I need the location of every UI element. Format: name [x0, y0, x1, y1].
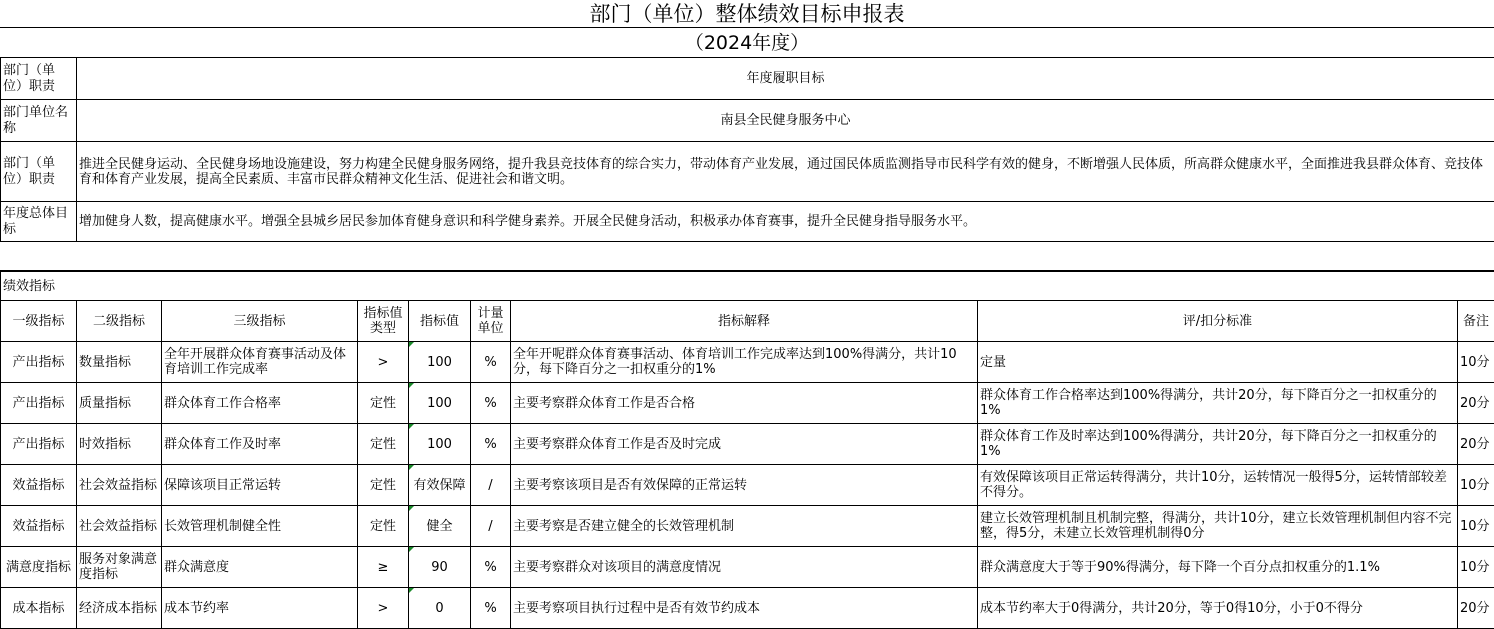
- spacer-row: [0, 241, 1494, 271]
- info-value[interactable]: 推进全民健身运动、全民健身场地设施建设，努力构建全民健身服务网络，提升我县竞技体育的综合实力，带动体育产业发展，通过国民体质监测指导市民科学有效的健身，不断增强人民体质，所高群众健康水平，全面推进我县群众体育、竞技体育和体育产业发展，提高全民素质、丰富市民群众精神文化生活、促进社会和谐文明。: [77, 142, 1494, 202]
- explanation-cell[interactable]: 全年开呢群众体育赛事活动、体育培训工作完成率达到100%得满分，共计10分，每下降百分之一扣权重分的1%: [511, 342, 978, 383]
- value-type-cell[interactable]: 定性: [358, 506, 409, 547]
- explanation-cell[interactable]: 主要考察群众体育工作是否合格: [511, 383, 978, 424]
- info-value[interactable]: 南县全民健身服务中心: [77, 100, 1494, 142]
- unit-cell[interactable]: /: [471, 506, 511, 547]
- level3-cell[interactable]: 成本节约率: [162, 588, 358, 629]
- level1-cell[interactable]: 产出指标: [1, 342, 77, 383]
- level1-cell[interactable]: 效益指标: [1, 465, 77, 506]
- header-cell[interactable]: 备注: [1458, 301, 1494, 342]
- value-type-cell[interactable]: 定性: [358, 383, 409, 424]
- remark-cell[interactable]: 20分: [1458, 383, 1494, 424]
- scoring-cell[interactable]: 群众满意度大于等于90%得满分，每下降一个百分点扣权重分的1.1%: [978, 547, 1458, 588]
- header-cell[interactable]: 计量单位: [471, 301, 511, 342]
- level3-cell[interactable]: 保障该项目正常运转: [162, 465, 358, 506]
- level3-cell[interactable]: 全年开展群众体育赛事活动及体育培训工作完成率: [162, 342, 358, 383]
- remark-cell[interactable]: 10分: [1458, 547, 1494, 588]
- value-cell[interactable]: 100: [409, 342, 471, 383]
- table-row: [1, 588, 1494, 629]
- explanation-cell[interactable]: 主要考察是否建立健全的长效管理机制: [511, 506, 978, 547]
- info-row: [1, 142, 1494, 202]
- level2-cell[interactable]: 质量指标: [77, 383, 162, 424]
- explanation-cell[interactable]: 主要考察群众体育工作是否及时完成: [511, 424, 978, 465]
- level3-cell[interactable]: 长效管理机制健全性: [162, 506, 358, 547]
- table-row: [1, 342, 1494, 383]
- table-row: [1, 465, 1494, 506]
- header-cell[interactable]: 二级指标: [77, 301, 162, 342]
- value-type-cell[interactable]: >: [358, 342, 409, 383]
- level2-cell[interactable]: 数量指标: [77, 342, 162, 383]
- level3-cell[interactable]: 群众体育工作合格率: [162, 383, 358, 424]
- info-row: [1, 202, 1494, 242]
- info-label[interactable]: 年度总体目标: [1, 202, 77, 242]
- performance-section-row: [1, 272, 1494, 301]
- level1-cell[interactable]: 产出指标: [1, 383, 77, 424]
- remark-cell[interactable]: 10分: [1458, 342, 1494, 383]
- value-cell[interactable]: 90: [409, 547, 471, 588]
- remark-cell[interactable]: 10分: [1458, 506, 1494, 547]
- info-table: [0, 57, 1494, 242]
- value-type-cell[interactable]: ≥: [358, 547, 409, 588]
- value-type-cell[interactable]: 定性: [358, 465, 409, 506]
- info-row: [1, 58, 1494, 100]
- unit-cell[interactable]: %: [471, 547, 511, 588]
- unit-cell[interactable]: %: [471, 424, 511, 465]
- page-subtitle: （2024年度）: [684, 32, 810, 54]
- info-label[interactable]: 部门（单位）职责: [1, 142, 77, 202]
- scoring-cell[interactable]: 定量: [978, 342, 1458, 383]
- level1-cell[interactable]: 产出指标: [1, 424, 77, 465]
- unit-cell[interactable]: %: [471, 383, 511, 424]
- value-cell[interactable]: 100: [409, 383, 471, 424]
- value-type-cell[interactable]: >: [358, 588, 409, 629]
- value-cell[interactable]: 0: [409, 588, 471, 629]
- table-row: [1, 424, 1494, 465]
- level2-cell[interactable]: 社会效益指标: [77, 465, 162, 506]
- scoring-cell[interactable]: 成本节约率大于0得满分，共计20分，等于0得10分，小于0不得分: [978, 588, 1458, 629]
- level1-cell[interactable]: 成本指标: [1, 588, 77, 629]
- scoring-cell[interactable]: 有效保障该项目正常运转得满分，共计10分，运转情况一般得5分，运转情部较差不得分。: [978, 465, 1458, 506]
- level3-cell[interactable]: 群众体育工作及时率: [162, 424, 358, 465]
- header-cell[interactable]: 三级指标: [162, 301, 358, 342]
- explanation-cell[interactable]: 主要考察该项目是否有效保障的正常运转: [511, 465, 978, 506]
- table-row: [1, 383, 1494, 424]
- header-cell[interactable]: 指标值: [409, 301, 471, 342]
- remark-cell[interactable]: 20分: [1458, 588, 1494, 629]
- unit-cell[interactable]: %: [471, 588, 511, 629]
- level1-cell[interactable]: 效益指标: [1, 506, 77, 547]
- level2-cell[interactable]: 服务对象满意度指标: [77, 547, 162, 588]
- page-title: 部门（单位）整体绩效目标申报表: [0, 0, 1494, 28]
- explanation-cell[interactable]: 主要考察群众对该项目的满意度情况: [511, 547, 978, 588]
- level3-cell[interactable]: 群众满意度: [162, 547, 358, 588]
- info-value[interactable]: 增加健身人数，提高健康水平。增强全县城乡居民参加体育健身意识和科学健身素养。开展全民健身活动，积极承办体育赛事，提升全民健身指导服务水平。: [77, 202, 1494, 242]
- table-row: [1, 547, 1494, 588]
- header-cell[interactable]: 指标值类型: [358, 301, 409, 342]
- scoring-cell[interactable]: 群众体育工作及时率达到100%得满分，共计20分，每下降百分之一扣权重分的1%: [978, 424, 1458, 465]
- value-cell[interactable]: 有效保障: [409, 465, 471, 506]
- header-cell[interactable]: 评/扣分标准: [978, 301, 1458, 342]
- info-row: [1, 100, 1494, 142]
- level2-cell[interactable]: 时效指标: [77, 424, 162, 465]
- performance-table: [0, 271, 1494, 629]
- scoring-cell[interactable]: 群众体育工作合格率达到100%得满分，共计20分，每下降百分之一扣权重分的1%: [978, 383, 1458, 424]
- explanation-cell[interactable]: 主要考察项目执行过程中是否有效节约成本: [511, 588, 978, 629]
- info-label[interactable]: 部门（单位）职责: [1, 58, 77, 100]
- unit-cell[interactable]: /: [471, 465, 511, 506]
- unit-cell[interactable]: %: [471, 342, 511, 383]
- table-row: [1, 506, 1494, 547]
- level2-cell[interactable]: 经济成本指标: [77, 588, 162, 629]
- value-cell[interactable]: 健全: [409, 506, 471, 547]
- scoring-cell[interactable]: 建立长效管理机制且机制完整，得满分，共计10分，建立长效管理机制但内容不完整，得5分，未建立长效管理机制得0分: [978, 506, 1458, 547]
- info-value[interactable]: 年度履职目标: [77, 58, 1494, 100]
- performance-section-label[interactable]: 绩效指标: [1, 272, 1494, 301]
- remark-cell[interactable]: 20分: [1458, 424, 1494, 465]
- header-row: [1, 301, 1494, 342]
- info-label[interactable]: 部门单位名称: [1, 100, 77, 142]
- level1-cell[interactable]: 满意度指标: [1, 547, 77, 588]
- remark-cell[interactable]: 10分: [1458, 465, 1494, 506]
- header-cell[interactable]: 指标解释: [511, 301, 978, 342]
- level2-cell[interactable]: 社会效益指标: [77, 506, 162, 547]
- value-cell[interactable]: 100: [409, 424, 471, 465]
- value-type-cell[interactable]: 定性: [358, 424, 409, 465]
- header-cell[interactable]: 一级指标: [1, 301, 77, 342]
